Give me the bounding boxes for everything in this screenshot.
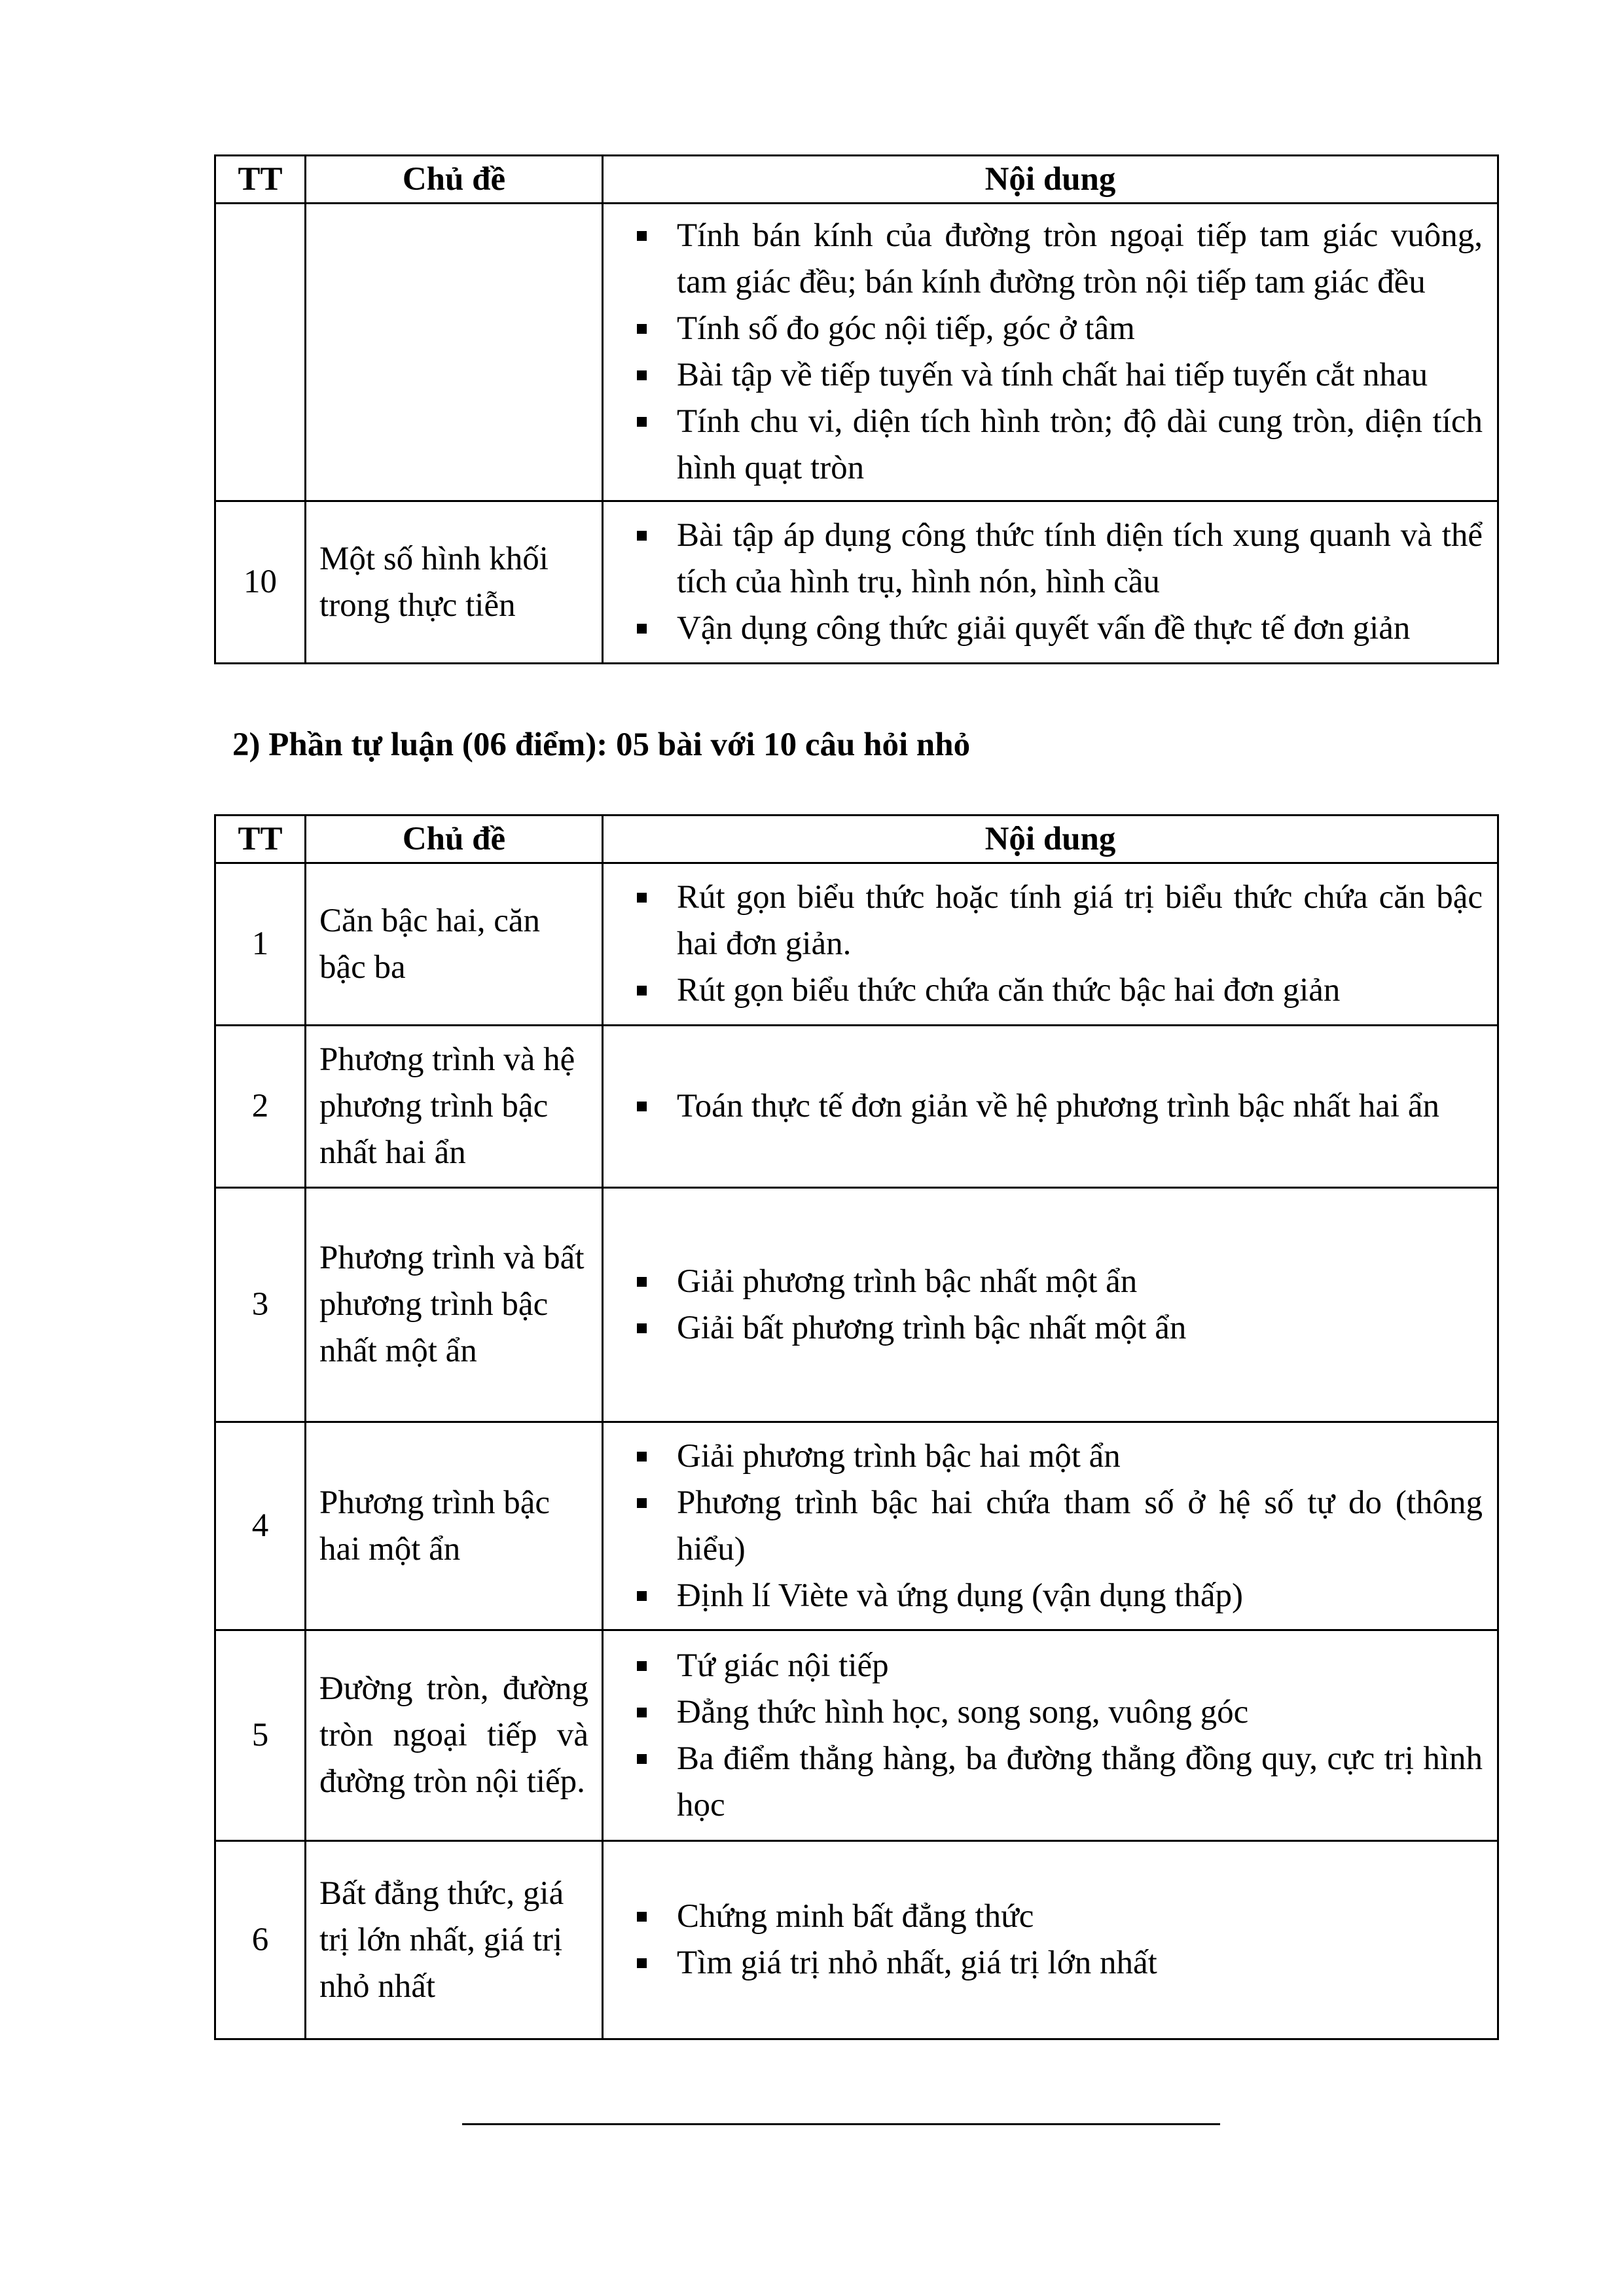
footer-divider <box>462 2123 1220 2125</box>
list-item: Chứng minh bất đẳng thức <box>632 1893 1483 1940</box>
header-tt: TT <box>215 156 306 204</box>
row-topic: Phương trình bậc hai một ẩn <box>306 1422 603 1630</box>
list-item: Tính bán kính của đường tròn ngoại tiếp tam giác vuông, tam giác đều; bán kính đường tròn nội tiếp tam giác đều <box>632 213 1483 306</box>
row-content <box>603 501 1498 664</box>
content-list <box>632 1433 1483 1619</box>
list-item: Giải phương trình bậc nhất một ẩn <box>632 1259 1483 1305</box>
table-row <box>215 1841 1498 2039</box>
row-number: 10 <box>215 501 306 664</box>
list-item: Định lí Viète và ứng dụng (vận dụng thấp) <box>632 1573 1483 1619</box>
list-item: Toán thực tế đơn giản về hệ phương trình bậc nhất hai ẩn <box>632 1083 1483 1130</box>
list-item: Ba điểm thẳng hàng, ba đường thẳng đồng quy, cực trị hình học <box>632 1736 1483 1829</box>
row-topic: Đường tròn, đường tròn ngoại tiếp và đường tròn nội tiếp. <box>306 1630 603 1841</box>
table-row <box>215 204 1498 501</box>
row-content <box>603 1422 1498 1630</box>
row-number: 4 <box>215 1422 306 1630</box>
list-item: Giải bất phương trình bậc nhất một ẩn <box>632 1305 1483 1352</box>
row-number: 6 <box>215 1841 306 2039</box>
list-item: Rút gọn biểu thức chứa căn thức bậc hai đơn giản <box>632 967 1483 1014</box>
content-list <box>632 1643 1483 1829</box>
row-number: 3 <box>215 1188 306 1422</box>
row-topic: Phương trình và hệ phương trình bậc nhất hai ẩn <box>306 1026 603 1188</box>
row-topic: Một số hình khối trong thực tiễn <box>306 501 603 664</box>
row-number: 5 <box>215 1630 306 1841</box>
header-tt: TT <box>215 816 306 863</box>
header-topic: Chủ đề <box>306 156 603 204</box>
list-item: Tính số đo góc nội tiếp, góc ở tâm <box>632 306 1483 352</box>
section-heading: 2) Phần tự luận (06 điểm): 05 bài với 10 câu hỏi nhỏ <box>232 726 971 763</box>
table-row <box>215 863 1498 1026</box>
row-topic: Căn bậc hai, căn bậc ba <box>306 863 603 1026</box>
header-content: Nội dung <box>603 816 1498 863</box>
list-item: Tính chu vi, diện tích hình tròn; độ dài cung tròn, diện tích hình quạt tròn <box>632 399 1483 492</box>
list-item: Bài tập về tiếp tuyến và tính chất hai tiếp tuyến cắt nhau <box>632 352 1483 399</box>
row-content <box>603 1188 1498 1422</box>
list-item: Tứ giác nội tiếp <box>632 1643 1483 1689</box>
header-content: Nội dung <box>603 156 1498 204</box>
row-content <box>603 1841 1498 2039</box>
content-list <box>632 512 1483 652</box>
row-number: 2 <box>215 1026 306 1188</box>
list-item: Giải phương trình bậc hai một ẩn <box>632 1433 1483 1480</box>
list-item: Tìm giá trị nhỏ nhất, giá trị lớn nhất <box>632 1940 1483 1986</box>
content-table-part-2 <box>214 814 1499 2040</box>
table-header-row <box>215 816 1498 863</box>
list-item: Vận dụng công thức giải quyết vấn đề thực tế đơn giản <box>632 605 1483 652</box>
table-row <box>215 1630 1498 1841</box>
list-item: Bài tập áp dụng công thức tính diện tích xung quanh và thể tích của hình trụ, hình nón, hình cầu <box>632 512 1483 605</box>
row-topic: Bất đẳng thức, giá trị lớn nhất, giá trị nhỏ nhất <box>306 1841 603 2039</box>
content-list <box>632 1893 1483 1986</box>
table-row <box>215 501 1498 664</box>
row-topic: Phương trình và bất phương trình bậc nhất một ẩn <box>306 1188 603 1422</box>
content-list <box>632 874 1483 1014</box>
row-number <box>215 204 306 501</box>
table-row <box>215 1422 1498 1630</box>
row-number: 1 <box>215 863 306 1026</box>
list-item: Đẳng thức hình học, song song, vuông góc <box>632 1689 1483 1736</box>
list-item: Phương trình bậc hai chứa tham số ở hệ số tự do (thông hiểu) <box>632 1480 1483 1573</box>
table-row <box>215 1188 1498 1422</box>
table-row <box>215 1026 1498 1188</box>
table-header-row <box>215 156 1498 204</box>
row-content <box>603 1630 1498 1841</box>
content-list <box>632 213 1483 492</box>
header-topic: Chủ đề <box>306 816 603 863</box>
content-list <box>632 1259 1483 1352</box>
row-content <box>603 863 1498 1026</box>
row-topic <box>306 204 603 501</box>
row-content <box>603 204 1498 501</box>
content-table-part-1 <box>214 154 1499 664</box>
list-item: Rút gọn biểu thức hoặc tính giá trị biểu thức chứa căn bậc hai đơn giản. <box>632 874 1483 967</box>
row-content <box>603 1026 1498 1188</box>
content-list <box>632 1083 1483 1130</box>
